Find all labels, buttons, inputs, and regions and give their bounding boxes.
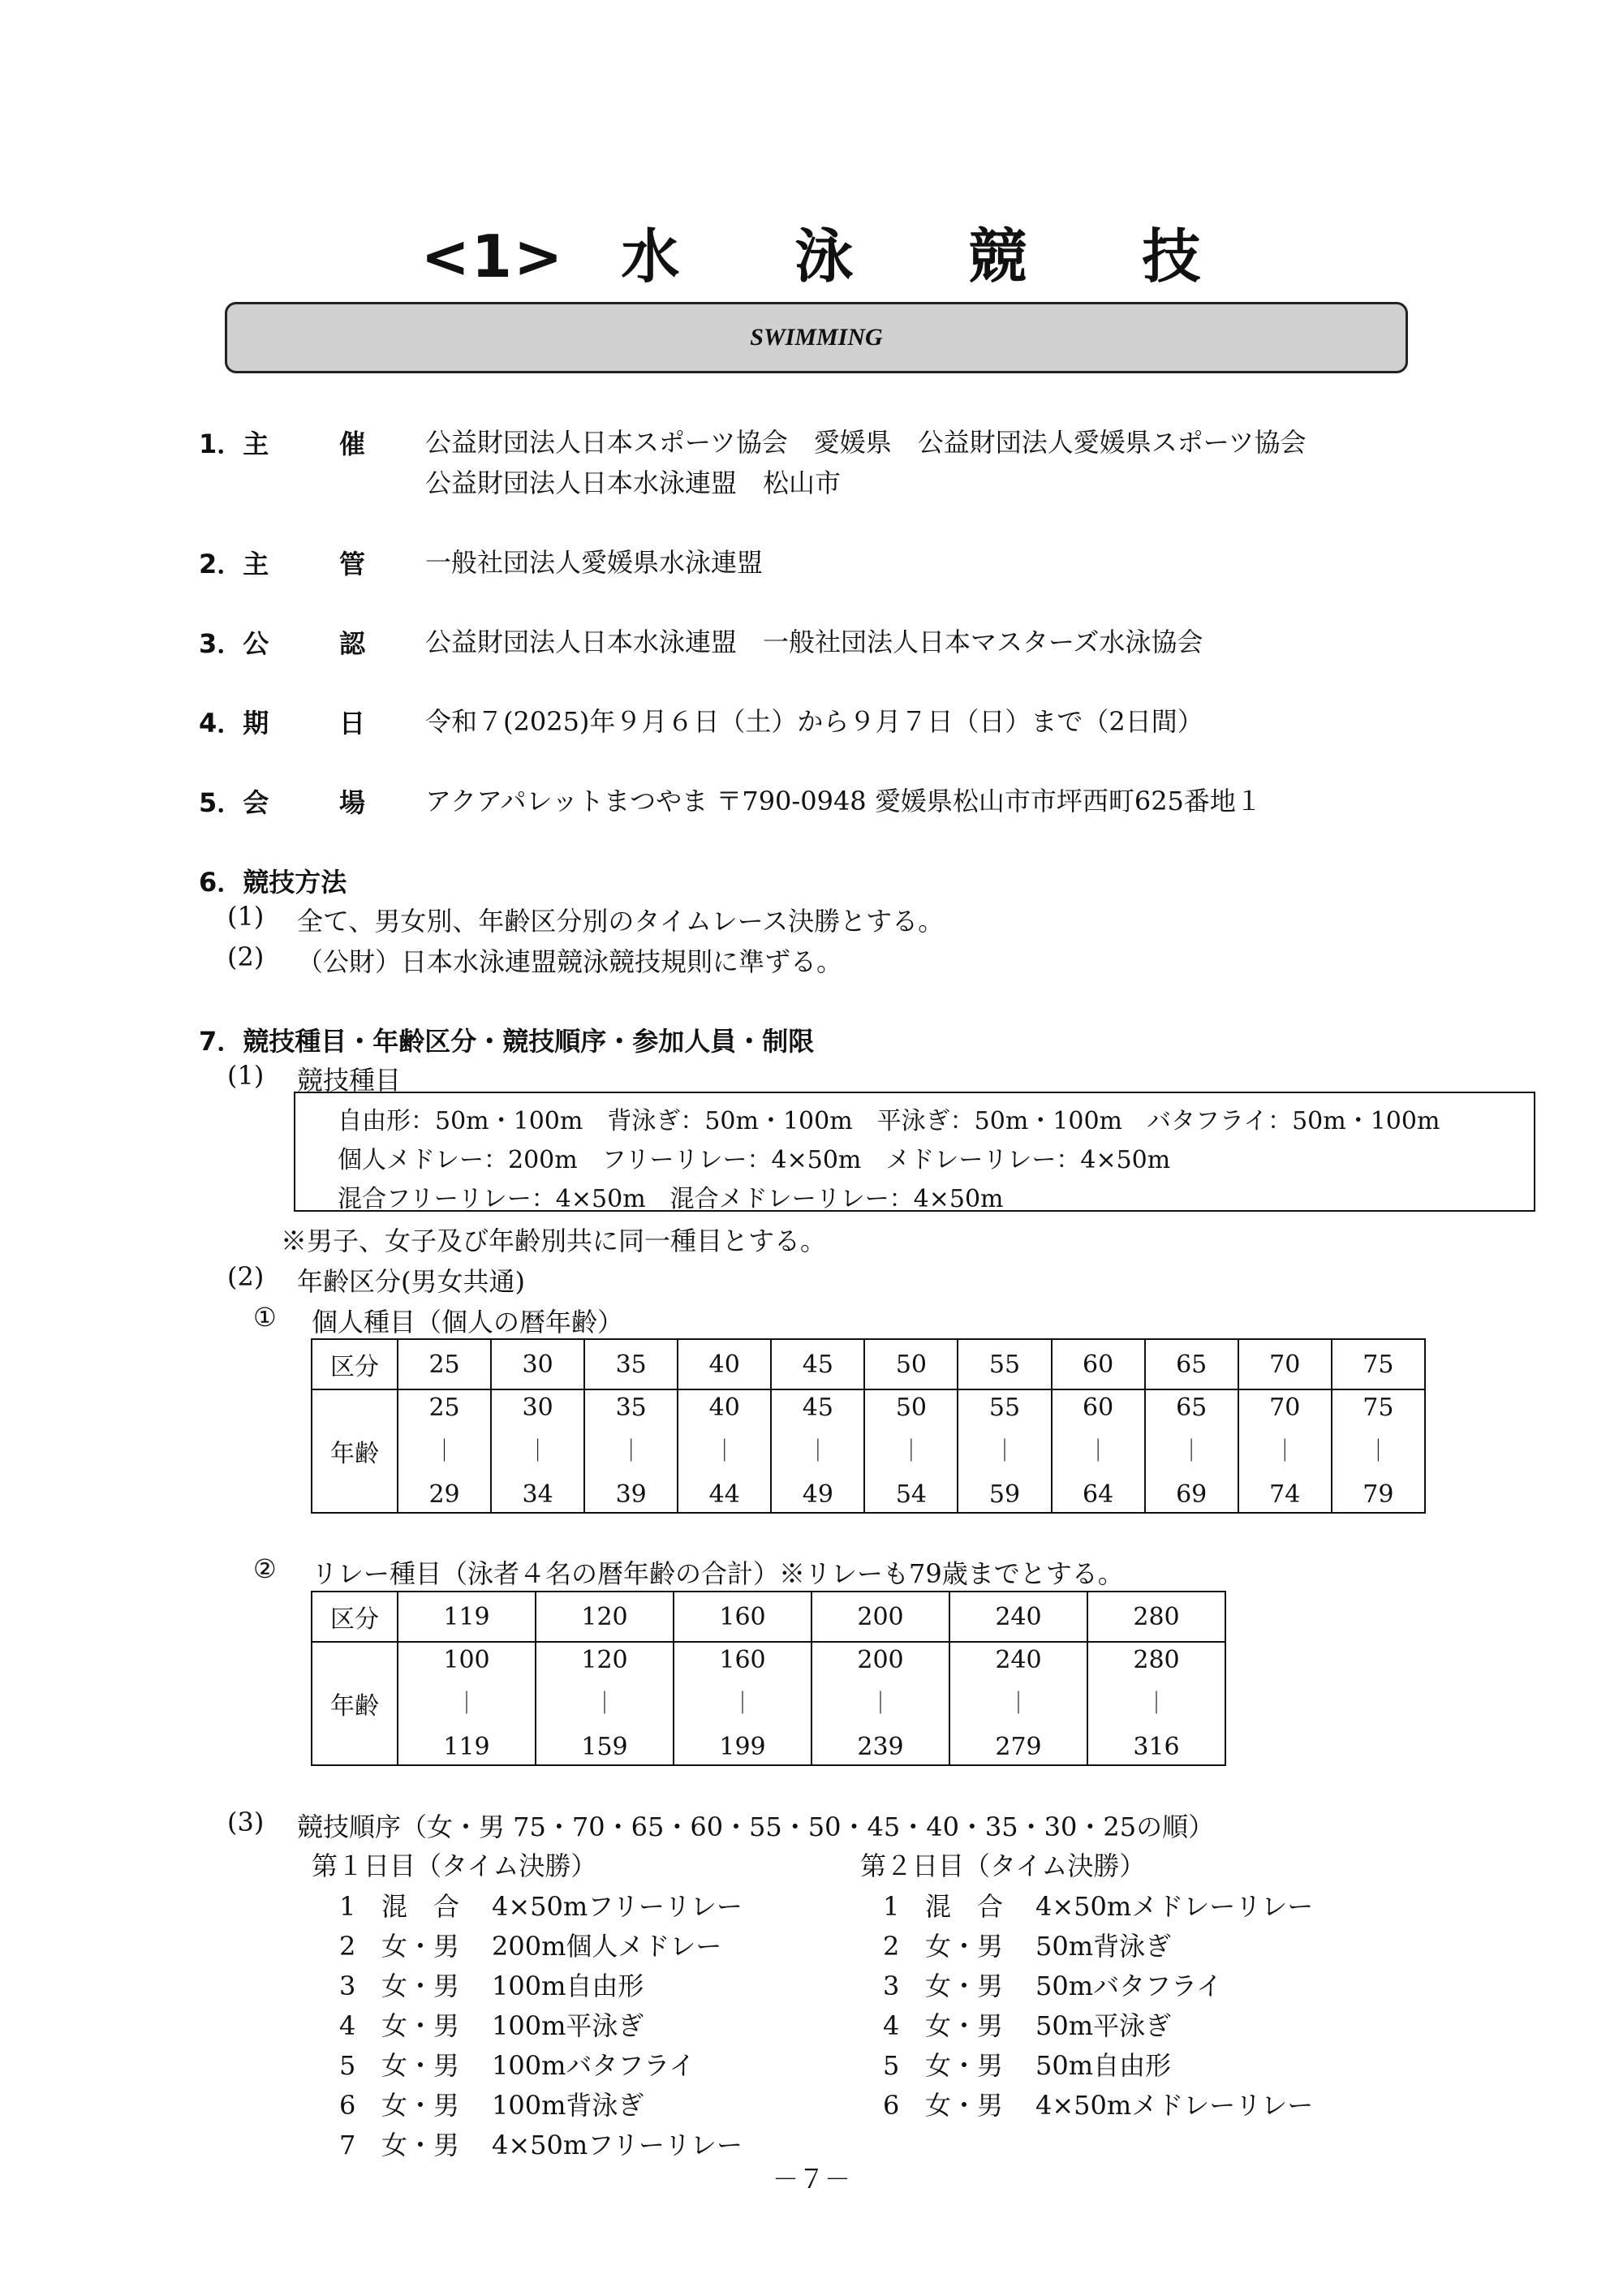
row-number: 4 xyxy=(339,2010,356,2041)
row-who: 女・男 xyxy=(381,1931,460,1962)
ind-class: 55 xyxy=(958,1339,1051,1389)
row-who: 女・男 xyxy=(925,2090,1004,2121)
ind-age-cell xyxy=(771,1389,864,1513)
relay-age-to: 239 xyxy=(857,1733,904,1761)
relay-mark: ② xyxy=(253,1553,277,1584)
ind-age-to: 74 xyxy=(1269,1480,1301,1509)
row-event: 100m自由形 xyxy=(492,1971,644,2001)
sec2-number: 2．主 xyxy=(199,549,269,579)
day2-row xyxy=(883,2085,1313,2122)
day2-row xyxy=(883,1926,1171,1963)
row-number: 1 xyxy=(883,1891,900,1922)
row-number: 1 xyxy=(339,1891,356,1922)
day1-row xyxy=(339,2125,743,2162)
relay-age-to: 279 xyxy=(995,1733,1042,1761)
row-event: 4×50mフリーリレー xyxy=(492,2130,743,2160)
title-char-2: 泳 xyxy=(794,222,855,291)
relay-age-cell xyxy=(536,1642,674,1765)
relay-label: リレー種目（泳者４名の暦年齢の合計）※リレーも79歳までとする。 xyxy=(312,1558,1124,1589)
title-char-1: 水 xyxy=(621,222,682,291)
individual-label: 個人種目（個人の暦年齢） xyxy=(312,1307,624,1338)
ind-age-divider: ｜ xyxy=(1087,1437,1110,1464)
relay-class: 119 xyxy=(398,1592,536,1642)
sec1-line-1: 公益財団法人日本スポーツ協会 愛媛県 公益財団法人愛媛県スポーツ協会 xyxy=(425,427,1307,458)
relay-age-divider: ｜ xyxy=(1144,1690,1168,1717)
relay-age-from: 200 xyxy=(857,1646,904,1674)
ind-age-cell xyxy=(678,1389,771,1513)
ind-age-cell xyxy=(1332,1389,1425,1513)
relay-age-divider: ｜ xyxy=(730,1690,754,1717)
sec3-label: 認 xyxy=(339,628,366,659)
relay-age-divider: ｜ xyxy=(592,1690,616,1717)
ind-age-cell xyxy=(1052,1389,1145,1513)
row-number: 3 xyxy=(339,1971,356,2001)
ind-age-divider: ｜ xyxy=(1273,1437,1297,1464)
title-char-4: 技 xyxy=(1142,222,1203,291)
sec4-number: 4．期 xyxy=(199,708,269,739)
individual-age-table xyxy=(311,1338,1426,1514)
day1-row xyxy=(339,2005,644,2043)
row-who: 女・男 xyxy=(381,2010,460,2041)
sec2-text: 一般社団法人愛媛県水泳連盟 xyxy=(425,547,764,578)
day1-row xyxy=(339,1966,644,2003)
sec4-text: 令和７(2025)年９月６日（土）から９月７日（日）まで（2日間） xyxy=(425,706,1203,737)
day2-row xyxy=(883,1886,1313,1923)
sec6-heading: 6．競技方法 xyxy=(199,867,347,898)
relay-age-divider: ｜ xyxy=(1006,1690,1030,1717)
day1-row xyxy=(339,1926,721,1963)
row-number: 6 xyxy=(339,2090,356,2121)
ind-age-from: 40 xyxy=(708,1394,740,1422)
title-char-3: 競 xyxy=(968,222,1029,291)
ind-age-divider: ｜ xyxy=(899,1437,923,1464)
relay-age-divider: ｜ xyxy=(454,1690,478,1717)
ind-age-to: 54 xyxy=(895,1480,928,1509)
ind-age-divider: ｜ xyxy=(712,1437,736,1464)
ind-age-divider: ｜ xyxy=(806,1437,829,1464)
row-who: 女・男 xyxy=(925,1971,1004,2001)
relay-age-cell xyxy=(949,1642,1087,1765)
relay-age-cell xyxy=(1087,1642,1225,1765)
day2-row xyxy=(883,2005,1171,2043)
ind-age-from: 35 xyxy=(615,1394,647,1422)
row-event: 50m背泳ぎ xyxy=(1035,1931,1172,1962)
relay-age-from: 280 xyxy=(1133,1646,1180,1674)
sec7-sub3-mark: (3) xyxy=(227,1807,265,1837)
events-line-1: 自由形：50m・100m 背泳ぎ：50m・100m 平泳ぎ：50m・100m バタフライ：50m・100m xyxy=(338,1107,1440,1135)
ind-class: 45 xyxy=(771,1339,864,1389)
day1-row xyxy=(339,1886,743,1923)
row-event: 4×50mメドレーリレー xyxy=(1035,1891,1314,1922)
banner-text: SWIMMING xyxy=(750,324,883,351)
sec7-sub2-label: 年齢区分(男女共通) xyxy=(297,1266,525,1297)
relay-age-to: 119 xyxy=(443,1733,490,1761)
sec5-text: アクアパレットまつやま 〒790-0948 愛媛県松山市市坪西町625番地１ xyxy=(425,786,1262,816)
row-event: 50m平泳ぎ xyxy=(1035,2010,1172,2041)
row-number: 2 xyxy=(883,1931,900,1962)
ind-class: 35 xyxy=(584,1339,678,1389)
sec7-sub2-mark: (2) xyxy=(227,1261,265,1292)
relay-age-from: 240 xyxy=(995,1646,1042,1674)
ind-age-from: 25 xyxy=(428,1394,460,1422)
ind-age-from: 55 xyxy=(988,1394,1021,1422)
ind-age-to: 59 xyxy=(988,1480,1021,1509)
ind-age-to: 49 xyxy=(802,1480,833,1509)
ind-class: 65 xyxy=(1145,1339,1238,1389)
row-number: 6 xyxy=(883,2090,900,2121)
ind-age-divider: ｜ xyxy=(619,1437,643,1464)
ind-class: 75 xyxy=(1332,1339,1425,1389)
day2-row xyxy=(883,2045,1171,2083)
day1-heading: 第１日目（タイム決勝） xyxy=(312,1850,597,1881)
ind-class: 30 xyxy=(491,1339,584,1389)
row-event: 100m背泳ぎ xyxy=(492,2090,644,2121)
sec2-label: 管 xyxy=(339,549,366,579)
relay-row1-label: 区分 xyxy=(312,1592,398,1642)
ind-row1-label: 区分 xyxy=(312,1339,398,1389)
events-line-3: 混合フリーリレー：4×50m 混合メドレーリレー：4×50m xyxy=(338,1185,1004,1213)
sec6-item1-mark: (1) xyxy=(227,901,265,932)
ind-age-from: 60 xyxy=(1082,1394,1114,1422)
events-note: ※男子、女子及び年齢別共に同一種目とする。 xyxy=(281,1226,827,1256)
sec7-sub1-mark: (1) xyxy=(227,1060,265,1091)
sec6-item2-mark: (2) xyxy=(227,941,265,972)
row-event: 50m自由形 xyxy=(1035,2050,1172,2081)
row-who: 女・男 xyxy=(925,2050,1004,2081)
relay-class: 240 xyxy=(949,1592,1087,1642)
day1-row xyxy=(339,2085,644,2122)
row-event: 200m個人メドレー xyxy=(492,1931,722,1962)
row-who: 女・男 xyxy=(925,2010,1004,2041)
ind-age-to: 29 xyxy=(428,1480,460,1509)
row-event: 4×50mメドレーリレー xyxy=(1035,2090,1314,2121)
ind-age-to: 44 xyxy=(708,1480,740,1509)
row-who: 女・男 xyxy=(381,2050,460,2081)
ind-age-to: 34 xyxy=(522,1480,553,1509)
sec7-sub1-label: 競技種目 xyxy=(297,1065,402,1096)
relay-age-cell xyxy=(398,1642,536,1765)
ind-class: 25 xyxy=(398,1339,491,1389)
row-who: 女・男 xyxy=(925,1931,1004,1962)
ind-age-from: 50 xyxy=(895,1394,928,1422)
title-number: <1> xyxy=(420,222,565,291)
day1-row xyxy=(339,2045,695,2083)
relay-age-divider: ｜ xyxy=(868,1690,892,1717)
row-number: 5 xyxy=(883,2050,900,2081)
ind-age-cell xyxy=(864,1389,958,1513)
relay-age-table xyxy=(311,1591,1226,1766)
row-number: 3 xyxy=(883,1971,900,2001)
swimming-banner xyxy=(225,302,1408,373)
sec6-item2-text: （公財）日本水泳連盟競泳競技規則に準ずる。 xyxy=(297,946,843,977)
row-who: 混 合 xyxy=(381,1891,460,1922)
ind-age-divider: ｜ xyxy=(433,1437,456,1464)
relay-age-from: 100 xyxy=(443,1646,490,1674)
sec3-text: 公益財団法人日本水泳連盟 一般社団法人日本マスターズ水泳協会 xyxy=(425,627,1203,657)
sec1-label: 催 xyxy=(339,429,366,459)
ind-row2-label: 年齢 xyxy=(312,1389,398,1513)
ind-age-from: 65 xyxy=(1176,1394,1208,1422)
ind-age-to: 39 xyxy=(615,1480,647,1509)
ind-class: 70 xyxy=(1238,1339,1332,1389)
day2-heading: 第２日目（タイム決勝） xyxy=(860,1850,1146,1881)
ind-class: 60 xyxy=(1052,1339,1145,1389)
ind-age-to: 64 xyxy=(1082,1480,1114,1509)
ind-age-to: 69 xyxy=(1176,1480,1208,1509)
row-who: 女・男 xyxy=(381,2090,460,2121)
relay-class: 120 xyxy=(536,1592,674,1642)
row-number: 2 xyxy=(339,1931,356,1962)
relay-class: 200 xyxy=(812,1592,949,1642)
ind-age-divider: ｜ xyxy=(1180,1437,1203,1464)
page-title xyxy=(0,209,1623,294)
relay-age-to: 316 xyxy=(1133,1733,1180,1761)
relay-age-to: 199 xyxy=(719,1733,766,1761)
sec3-number: 3．公 xyxy=(199,628,269,659)
page-number: －７－ xyxy=(772,2164,850,2195)
relay-age-from: 160 xyxy=(719,1646,766,1674)
ind-age-cell xyxy=(491,1389,584,1513)
ind-age-cell xyxy=(584,1389,678,1513)
row-event: 50mバタフライ xyxy=(1035,1971,1223,2001)
ind-age-divider: ｜ xyxy=(526,1437,549,1464)
day2-row xyxy=(883,1966,1222,2003)
sec1-number: 1．主 xyxy=(199,429,269,459)
ind-class: 40 xyxy=(678,1339,771,1389)
row-number: 5 xyxy=(339,2050,356,2081)
sec6-item1-text: 全て、男女別、年齢区分別のタイムレース決勝とする。 xyxy=(297,906,945,937)
sec1-line-2: 公益財団法人日本水泳連盟 松山市 xyxy=(425,467,842,498)
sec4-label: 日 xyxy=(339,708,366,739)
ind-age-cell xyxy=(398,1389,491,1513)
row-event: 4×50mフリーリレー xyxy=(492,1891,743,1922)
individual-mark: ① xyxy=(253,1302,277,1333)
row-who: 混 合 xyxy=(925,1891,1004,1922)
ind-age-from: 70 xyxy=(1269,1394,1301,1422)
relay-age-cell xyxy=(812,1642,949,1765)
row-who: 女・男 xyxy=(381,2130,460,2160)
row-who: 女・男 xyxy=(381,1971,460,2001)
ind-age-cell xyxy=(1145,1389,1238,1513)
sec7-sub3-label: 競技順序（女・男 75・70・65・60・55・50・45・40・35・30・25の順） xyxy=(297,1811,1215,1842)
relay-class: 160 xyxy=(674,1592,812,1642)
ind-age-from: 75 xyxy=(1363,1394,1394,1422)
ind-age-cell xyxy=(958,1389,1051,1513)
relay-age-cell xyxy=(674,1642,812,1765)
ind-age-divider: ｜ xyxy=(993,1437,1017,1464)
sec5-number: 5．会 xyxy=(199,787,269,818)
row-number: 7 xyxy=(339,2130,356,2160)
ind-age-from: 30 xyxy=(522,1394,553,1422)
ind-class: 50 xyxy=(864,1339,958,1389)
relay-row2-label: 年齢 xyxy=(312,1642,398,1765)
events-line-2: 個人メドレー：200m フリーリレー：4×50m メドレーリレー：4×50m xyxy=(338,1146,1171,1174)
row-number: 4 xyxy=(883,2010,900,2041)
ind-age-divider: ｜ xyxy=(1367,1437,1390,1464)
sec7-heading: 7．競技種目・年齢区分・競技順序・参加人員・制限 xyxy=(199,1026,815,1057)
relay-class: 280 xyxy=(1087,1592,1225,1642)
ind-age-cell xyxy=(1238,1389,1332,1513)
row-event: 100m平泳ぎ xyxy=(492,2010,644,2041)
relay-age-to: 159 xyxy=(581,1733,628,1761)
ind-age-from: 45 xyxy=(802,1394,833,1422)
relay-age-from: 120 xyxy=(581,1646,628,1674)
row-event: 100mバタフライ xyxy=(492,2050,695,2081)
sec5-label: 場 xyxy=(339,787,366,818)
ind-age-to: 79 xyxy=(1363,1480,1394,1509)
